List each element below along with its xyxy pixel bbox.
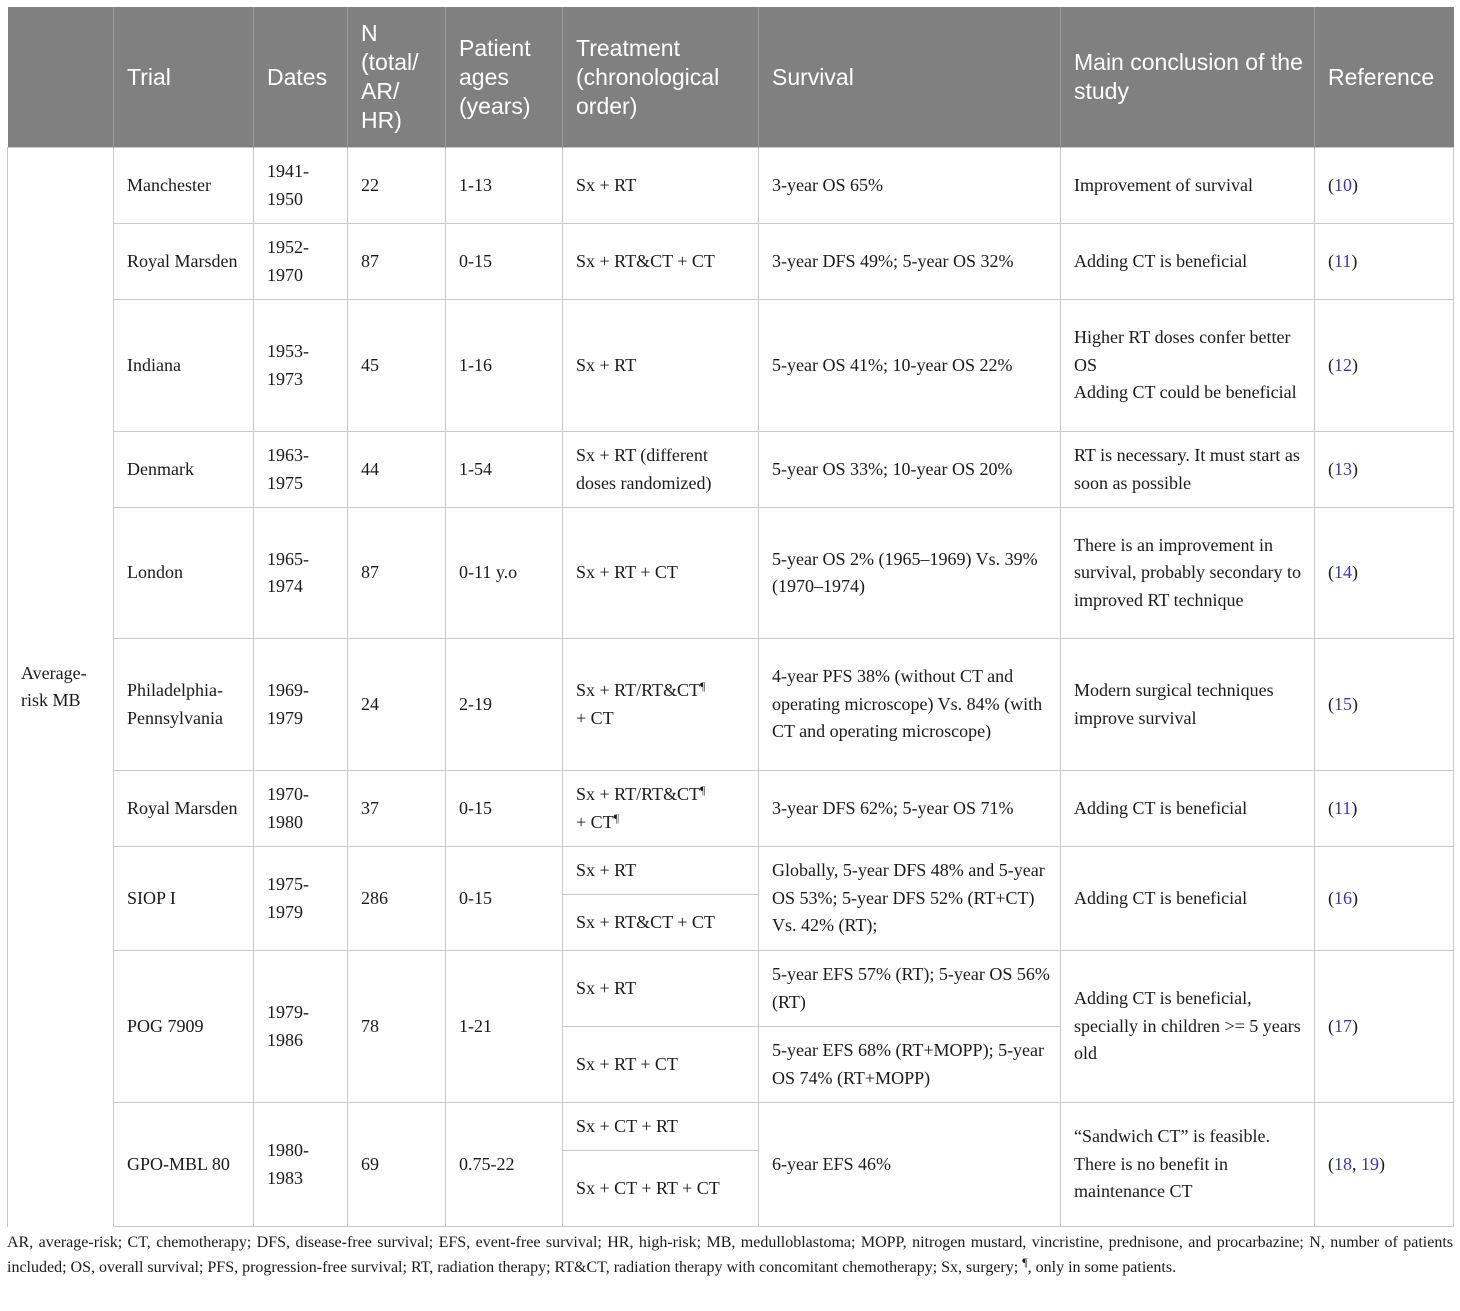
header-row	[8, 7, 1454, 148]
conclusion-cell: There is an improvement in survival, probably secondary to improved RT technique	[1061, 508, 1315, 639]
ages-cell: 1-54	[446, 432, 563, 508]
treatment-cell: Sx + CT + RT	[563, 1103, 759, 1151]
n-cell: 87	[348, 508, 446, 639]
dates-cell: 1975-1979	[254, 847, 348, 951]
conclusion-cell: “Sandwich CT” is feasible. There is no benefit in maintenance CT	[1061, 1103, 1315, 1227]
reference-link[interactable]: 14	[1334, 562, 1352, 583]
table-row	[8, 300, 1454, 432]
n-cell: 44	[348, 432, 446, 508]
footnote-mark: ¶	[700, 783, 706, 797]
conclusion-cell: Adding CT is beneficial	[1061, 771, 1315, 847]
treatment-cell: Sx + RT/RT&CT¶ + CT¶	[563, 771, 759, 847]
n-cell: 45	[348, 300, 446, 432]
survival-cell: 5-year OS 33%; 10-year OS 20%	[759, 432, 1061, 508]
n-cell: 69	[348, 1103, 446, 1227]
trial-cell: SIOP I	[114, 847, 254, 951]
ages-cell: 0-11 y.o	[446, 508, 563, 639]
survival-cell: 4-year PFS 38% (without CT and operating microscope) Vs. 84% (with CT and operating microscope)	[759, 639, 1061, 771]
treatment-cell: Sx + RT/RT&CT¶ + CT	[563, 639, 759, 771]
treatment-cell: Sx + RT	[563, 148, 759, 224]
conclusion-cell: Adding CT is beneficial	[1061, 847, 1315, 951]
header-dates: Dates	[254, 7, 348, 148]
dates-cell: 1952-1970	[254, 224, 348, 300]
reference-cell: (14)	[1315, 508, 1454, 639]
header-n: N (total/ AR/ HR)	[348, 7, 446, 148]
trial-cell: Royal Marsden	[114, 224, 254, 300]
reference-cell: (13)	[1315, 432, 1454, 508]
ages-cell: 1-21	[446, 951, 563, 1103]
header-reference: Reference	[1315, 7, 1454, 148]
treatment-cell: Sx + RT + CT	[563, 1027, 759, 1103]
reference-link[interactable]: 15	[1334, 693, 1352, 714]
reference-cell: (11)	[1315, 224, 1454, 300]
reference-link[interactable]: 18	[1334, 1153, 1352, 1174]
trial-cell: Manchester	[114, 148, 254, 224]
conclusion-cell	[1061, 300, 1315, 432]
table-row	[8, 639, 1454, 771]
table-row	[8, 432, 1454, 508]
conclusion-cell: Modern surgical techniques improve survival	[1061, 639, 1315, 771]
header-survival: Survival	[759, 7, 1061, 148]
trials-table	[7, 7, 1454, 1227]
dates-cell: 1979-1986	[254, 951, 348, 1103]
footnote-mark: ¶	[700, 679, 706, 693]
reference-cell: (18, 19)	[1315, 1103, 1454, 1227]
conclusion-cell: Adding CT is beneficial	[1061, 224, 1315, 300]
reference-cell: (16)	[1315, 847, 1454, 951]
footnote-mark: ¶	[613, 810, 620, 825]
ages-cell: 0-15	[446, 847, 563, 951]
reference-cell: (15)	[1315, 639, 1454, 771]
trial-cell: Royal Marsden	[114, 771, 254, 847]
table-row	[8, 1103, 1454, 1151]
trial-cell: POG 7909	[114, 951, 254, 1103]
conclusion-line: Adding CT could be beneficial	[1074, 382, 1297, 403]
n-cell: 22	[348, 148, 446, 224]
n-cell: 286	[348, 847, 446, 951]
dates-cell: 1970-1980	[254, 771, 348, 847]
table-row	[8, 148, 1454, 224]
table-row	[8, 224, 1454, 300]
table-row	[8, 771, 1454, 847]
reference-link[interactable]: 19	[1361, 1153, 1379, 1174]
dates-cell: 1963-1975	[254, 432, 348, 508]
reference-cell: (10)	[1315, 148, 1454, 224]
reference-cell: (12)	[1315, 300, 1454, 432]
trial-cell: Philadelphia-Pennsylvania	[114, 639, 254, 771]
dates-cell: 1965-1974	[254, 508, 348, 639]
header-treatment: Treatment (chronological order)	[563, 7, 759, 148]
table-footnote: AR, average-risk; CT, chemotherapy; DFS, disease-free survival; EFS, event-free survival; HR, high-risk; MB, medulloblastoma; MOPP, nitrogen mustard, vincristine, prednisone, and procarbazine; N, number of patients included; OS, overall survival; PFS, progression-free survival; RT, radiation therapy; RT&CT, radiation therapy with concomitant chemotherapy; Sx, surgery; ¶, only in some patients.	[7, 1234, 1453, 1276]
treatment-cell: Sx + CT + RT + CT	[563, 1151, 759, 1227]
conclusion-cell: Improvement of survival	[1061, 148, 1315, 224]
n-cell: 78	[348, 951, 446, 1103]
trial-cell: Indiana	[114, 300, 254, 432]
ages-cell: 0.75-22	[446, 1103, 563, 1227]
survival-cell: 5-year EFS 57% (RT); 5-year OS 56% (RT)	[759, 951, 1061, 1027]
header-group	[8, 7, 114, 148]
survival-cell: 5-year OS 2% (1965–1969) Vs. 39% (1970–1974)	[759, 508, 1061, 639]
treatment-cell: Sx + RT + CT	[563, 508, 759, 639]
group-label: Average-risk MB	[8, 148, 114, 1227]
survival-cell: Globally, 5-year DFS 48% and 5-year OS 53%; 5-year DFS 52% (RT+CT) Vs. 42% (RT);	[759, 847, 1061, 951]
survival-cell: 3-year DFS 62%; 5-year OS 71%	[759, 771, 1061, 847]
header-ages: Patient ages (years)	[446, 7, 563, 148]
n-cell: 37	[348, 771, 446, 847]
treatment-cell: Sx + RT&CT + CT	[563, 224, 759, 300]
reference-link[interactable]: 16	[1334, 887, 1352, 908]
ages-cell: 2-19	[446, 639, 563, 771]
header-trial: Trial	[114, 7, 254, 148]
dates-cell: 1953-1973	[254, 300, 348, 432]
treatment-cell: Sx + RT&CT + CT	[563, 895, 759, 951]
reference-link[interactable]: 12	[1334, 354, 1352, 375]
reference-link[interactable]: 10	[1334, 174, 1352, 195]
conclusion-line: Higher RT doses confer better OS	[1074, 327, 1291, 375]
reference-cell: (17)	[1315, 951, 1454, 1103]
treatment-cell: Sx + RT	[563, 951, 759, 1027]
table-row	[8, 508, 1454, 639]
ages-cell: 0-15	[446, 224, 563, 300]
reference-link[interactable]: 11	[1334, 797, 1352, 818]
reference-link[interactable]: 11	[1334, 250, 1352, 271]
n-cell: 87	[348, 224, 446, 300]
conclusion-cell: Adding CT is beneficial, specially in children >= 5 years old	[1061, 951, 1315, 1103]
dates-cell: 1941-1950	[254, 148, 348, 224]
reference-cell: (11)	[1315, 771, 1454, 847]
dates-cell: 1980-1983	[254, 1103, 348, 1227]
ages-cell: 0-15	[446, 771, 563, 847]
table-container	[7, 7, 1453, 1227]
trial-cell: Denmark	[114, 432, 254, 508]
survival-cell: 6-year EFS 46%	[759, 1103, 1061, 1227]
trial-cell: London	[114, 508, 254, 639]
trial-cell: GPO-MBL 80	[114, 1103, 254, 1227]
n-cell: 24	[348, 639, 446, 771]
conclusion-cell: RT is necessary. It must start as soon as possible	[1061, 432, 1315, 508]
treatment-cell: Sx + RT (different doses randomized)	[563, 432, 759, 508]
survival-cell: 5-year OS 41%; 10-year OS 22%	[759, 300, 1061, 432]
table-row	[8, 847, 1454, 895]
header-conclusion: Main conclusion of the study	[1061, 7, 1315, 148]
treatment-cell: Sx + RT	[563, 300, 759, 432]
survival-cell: 3-year DFS 49%; 5-year OS 32%	[759, 224, 1061, 300]
table-row	[8, 951, 1454, 1027]
survival-cell: 5-year EFS 68% (RT+MOPP); 5-year OS 74% (RT+MOPP)	[759, 1027, 1061, 1103]
ages-cell: 1-13	[446, 148, 563, 224]
dates-cell: 1969-1979	[254, 639, 348, 771]
ages-cell: 1-16	[446, 300, 563, 432]
footnote-mark: ¶	[1022, 1255, 1028, 1269]
treatment-cell: Sx + RT	[563, 847, 759, 895]
reference-link[interactable]: 17	[1334, 1015, 1352, 1036]
reference-link[interactable]: 13	[1334, 458, 1352, 479]
survival-cell: 3-year OS 65%	[759, 148, 1061, 224]
